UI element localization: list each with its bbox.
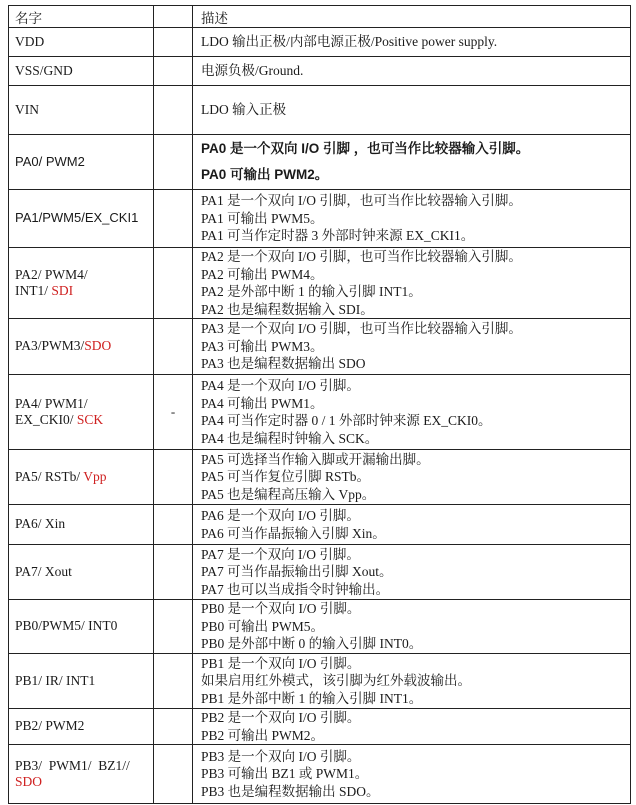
red-signal-text: SDI (51, 283, 74, 298)
text-segment: PA7 可当作晶振输出引脚 Xout。 (201, 564, 393, 580)
pin-table-body (9, 28, 631, 804)
text-segment: PB2/ PWM2 (15, 718, 85, 734)
pin-middle-cell (154, 57, 193, 86)
desc-line (201, 451, 630, 469)
desc-line (201, 468, 630, 486)
text-segment: PB2 可输出 PWM2。 (201, 727, 325, 743)
text-segment: PB0/PWM5/ INT0 (15, 618, 118, 634)
pin-middle-cell (154, 190, 193, 248)
desc-line (201, 783, 630, 801)
pin-desc-cell (193, 135, 631, 190)
desc-line (201, 727, 630, 745)
text-segment: PA3 也是编程数据输出 SDO (201, 356, 366, 372)
pin-middle-cell (154, 709, 193, 745)
text-segment: PB0 是一个双向 I/O 引脚。 (201, 601, 361, 617)
text-segment: INT1/ (15, 283, 52, 298)
pin-desc-cell (193, 28, 631, 57)
desc-line (201, 210, 630, 228)
pin-desc-cell (193, 86, 631, 135)
name-line (15, 210, 153, 227)
pin-name-cell (9, 28, 154, 57)
pin-desc-cell (193, 57, 631, 86)
desc-line (201, 395, 630, 413)
text-segment: 电源负极/Ground. (201, 63, 304, 79)
pin-name-cell (9, 600, 154, 654)
table-row (9, 248, 631, 319)
text-segment: PA2 可输出 PWM4。 (201, 266, 324, 282)
pin-desc-cell (193, 745, 631, 804)
pin-middle-cell (154, 319, 193, 375)
desc-line (201, 690, 630, 708)
desc-line (201, 283, 630, 301)
desc-line (201, 546, 630, 564)
pin-name-cell (9, 654, 154, 709)
table-row (9, 190, 631, 248)
desc-line (201, 581, 630, 599)
text-segment: PA7 是一个双向 I/O 引脚。 (201, 546, 360, 562)
desc-line (201, 635, 630, 653)
text-segment: PA1 可输出 PWM5。 (201, 210, 324, 226)
desc-line (201, 748, 630, 766)
text-segment: PA2 也是编程数据输入 SDI。 (201, 301, 374, 317)
pin-name-cell (9, 57, 154, 86)
table-row (9, 545, 631, 600)
desc-line (201, 162, 630, 188)
name-line (15, 758, 153, 775)
text-segment: PA2 是一个双向 I/O 引脚，也可当作比较器输入引脚。 (201, 249, 522, 264)
pin-description-page (8, 5, 631, 804)
table-row (9, 57, 631, 86)
pin-name-cell (9, 86, 154, 135)
text-segment: PB3 也是编程数据输出 SDO。 (201, 783, 380, 799)
name-line (15, 267, 153, 284)
name-line (15, 673, 153, 690)
text-segment: PB3/ PWM1/ BZ1// (15, 757, 130, 773)
text-segment: VSS/GND (15, 62, 73, 78)
desc-line (201, 525, 630, 543)
text-segment: EX_CKI0/ (15, 412, 77, 427)
text-segment: PA0/ PWM2 (15, 153, 85, 169)
pin-name-cell (9, 375, 154, 450)
text-segment: PA2/ PWM4/ (15, 266, 88, 282)
header-desc-label: 描述 (193, 6, 631, 28)
desc-line (201, 192, 630, 210)
header-name-label: 名字 (9, 6, 154, 28)
text-segment: PA4 是一个双向 I/O 引脚。 (201, 378, 360, 393)
desc-line (201, 355, 630, 373)
name-line (15, 63, 153, 80)
pin-middle-cell (154, 745, 193, 804)
pin-name-cell (9, 319, 154, 375)
desc-line (201, 248, 630, 266)
text-segment: LDO 输出正极/内部电源正极/Positive power supply. (201, 34, 498, 50)
pin-description-table (8, 5, 631, 804)
text-segment: LDO 输入正极 (201, 102, 287, 118)
name-line (15, 718, 153, 735)
pin-name-cell (9, 190, 154, 248)
red-signal-text: SDO (84, 338, 112, 354)
text-segment: PB0 可输出 PWM5。 (201, 618, 325, 634)
pin-middle-cell (154, 248, 193, 319)
table-row (9, 86, 631, 135)
pin-middle-cell (154, 505, 193, 545)
pin-desc-cell (193, 450, 631, 505)
name-line (15, 774, 153, 791)
header-row (9, 6, 631, 28)
text-segment: PB1 是外部中断 1 的输入引脚 INT1。 (201, 690, 423, 706)
text-segment: PA3 是一个双向 I/O 引脚，也可当作比较器输入引脚。 (201, 321, 522, 337)
text-segment: PB3 可输出 BZ1 或 PWM1。 (201, 766, 369, 782)
name-line (15, 102, 153, 119)
text-segment: PA0 可输出 PWM2。 (201, 167, 329, 182)
pin-middle-cell: - (154, 375, 193, 450)
text-segment: PA5 可当作复位引脚 RSTb。 (201, 469, 371, 485)
table-row (9, 375, 631, 450)
text-segment: PA2 是外部中断 1 的输入引脚 INT1。 (201, 284, 422, 299)
desc-line (201, 101, 630, 119)
table-row (9, 709, 631, 745)
desc-line (201, 377, 630, 395)
pin-desc-cell (193, 375, 631, 450)
text-segment: PA3 可输出 PWM3。 (201, 338, 324, 354)
desc-line (201, 62, 630, 80)
pin-desc-cell (193, 654, 631, 709)
text-segment: PB2 是一个双向 I/O 引脚。 (201, 710, 361, 725)
text-segment: PA4 可当作定时器 0 / 1 外部时钟来源 EX_CKI0。 (201, 413, 492, 428)
text-segment: PA5 也是编程高压输入 Vpp。 (201, 486, 376, 502)
pin-desc-cell (193, 319, 631, 375)
name-line (15, 283, 153, 300)
desc-line (201, 618, 630, 636)
desc-line (201, 655, 630, 673)
desc-line (201, 266, 630, 284)
desc-line (201, 136, 630, 162)
text-segment: PB1/ IR/ INT1 (15, 672, 96, 688)
desc-line (201, 672, 630, 690)
text-segment: 如果启用红外模式，该引脚为红外载波输出。 (201, 673, 471, 689)
name-line (15, 34, 153, 51)
name-line (15, 564, 153, 581)
text-segment: PA0 是一个双向 I/O 引脚 ，也可当作比较器输入引脚。 (201, 141, 530, 156)
table-row (9, 319, 631, 375)
pin-middle-cell (154, 545, 193, 600)
pin-middle-cell (154, 135, 193, 190)
name-line (15, 338, 153, 355)
desc-line (201, 227, 630, 245)
table-row (9, 600, 631, 654)
desc-line (201, 486, 630, 504)
name-line (15, 469, 153, 486)
pin-desc-cell (193, 545, 631, 600)
red-signal-text: Vpp (83, 468, 107, 484)
text-segment: PB1 是一个双向 I/O 引脚。 (201, 655, 361, 671)
name-line (15, 154, 153, 171)
pin-desc-cell (193, 248, 631, 319)
table-row (9, 505, 631, 545)
header-middle-cell (154, 6, 193, 28)
name-line (15, 396, 153, 413)
pin-middle-cell (154, 450, 193, 505)
text-segment: PA6 是一个双向 I/O 引脚。 (201, 508, 360, 523)
desc-line (201, 338, 630, 356)
pin-middle-cell (154, 86, 193, 135)
text-segment: PB3 是一个双向 I/O 引脚。 (201, 748, 361, 764)
desc-line (201, 563, 630, 581)
pin-name-cell (9, 745, 154, 804)
table-row (9, 745, 631, 804)
pin-name-cell (9, 450, 154, 505)
desc-line (201, 600, 630, 618)
text-segment: PA6 可当作晶振输入引脚 Xin。 (201, 525, 386, 541)
pin-desc-cell (193, 600, 631, 654)
name-line (15, 516, 153, 533)
text-segment: PA5 可选择当作输入脚或开漏输出脚。 (201, 451, 430, 467)
text-segment: PA7 也可以当成指令时钟输出。 (201, 581, 390, 597)
desc-line (201, 765, 630, 783)
red-signal-text: SCK (76, 412, 104, 427)
desc-line (201, 709, 630, 727)
text-segment: PA3/PWM3/ (15, 338, 85, 354)
pin-desc-cell (193, 190, 631, 248)
pin-name-cell (9, 505, 154, 545)
table-row (9, 135, 631, 190)
text-segment: PA4/ PWM1/ (15, 395, 88, 411)
desc-line (201, 412, 630, 430)
text-segment: PA1 可当作定时器 3 外部时钟来源 EX_CKI1。 (201, 228, 475, 244)
text-segment: PA4 可输出 PWM1。 (201, 395, 324, 411)
table-row (9, 450, 631, 505)
pin-name-cell (9, 248, 154, 319)
desc-line (201, 507, 630, 525)
text-segment: PA4 也是编程时钟输入 SCK。 (201, 430, 379, 446)
text-segment: VDD (15, 33, 45, 49)
pin-desc-cell (193, 709, 631, 745)
pin-middle-cell (154, 28, 193, 57)
desc-line (201, 33, 630, 51)
desc-line (201, 430, 630, 448)
text-segment: VIN (15, 101, 39, 117)
text-segment: PA1/PWM5/EX_CKI1 (15, 210, 139, 226)
desc-line (201, 301, 630, 319)
desc-line (201, 320, 630, 338)
text-segment: PA7/ Xout (15, 563, 72, 579)
text-segment: PB0 是外部中断 0 的输入引脚 INT0。 (201, 636, 423, 652)
pin-desc-cell (193, 505, 631, 545)
name-line (15, 412, 153, 429)
table-row (9, 654, 631, 709)
pin-middle-cell (154, 600, 193, 654)
pin-name-cell (9, 135, 154, 190)
text-segment: PA1 是一个双向 I/O 引脚，也可当作比较器输入引脚。 (201, 193, 522, 209)
red-signal-text: SDO (15, 774, 43, 789)
pin-name-cell (9, 545, 154, 600)
pin-name-cell (9, 709, 154, 745)
pin-middle-cell (154, 654, 193, 709)
text-segment: PA6/ Xin (15, 516, 66, 532)
name-line (15, 618, 153, 635)
table-row (9, 28, 631, 57)
text-segment: PA5/ RSTb/ (15, 468, 84, 484)
